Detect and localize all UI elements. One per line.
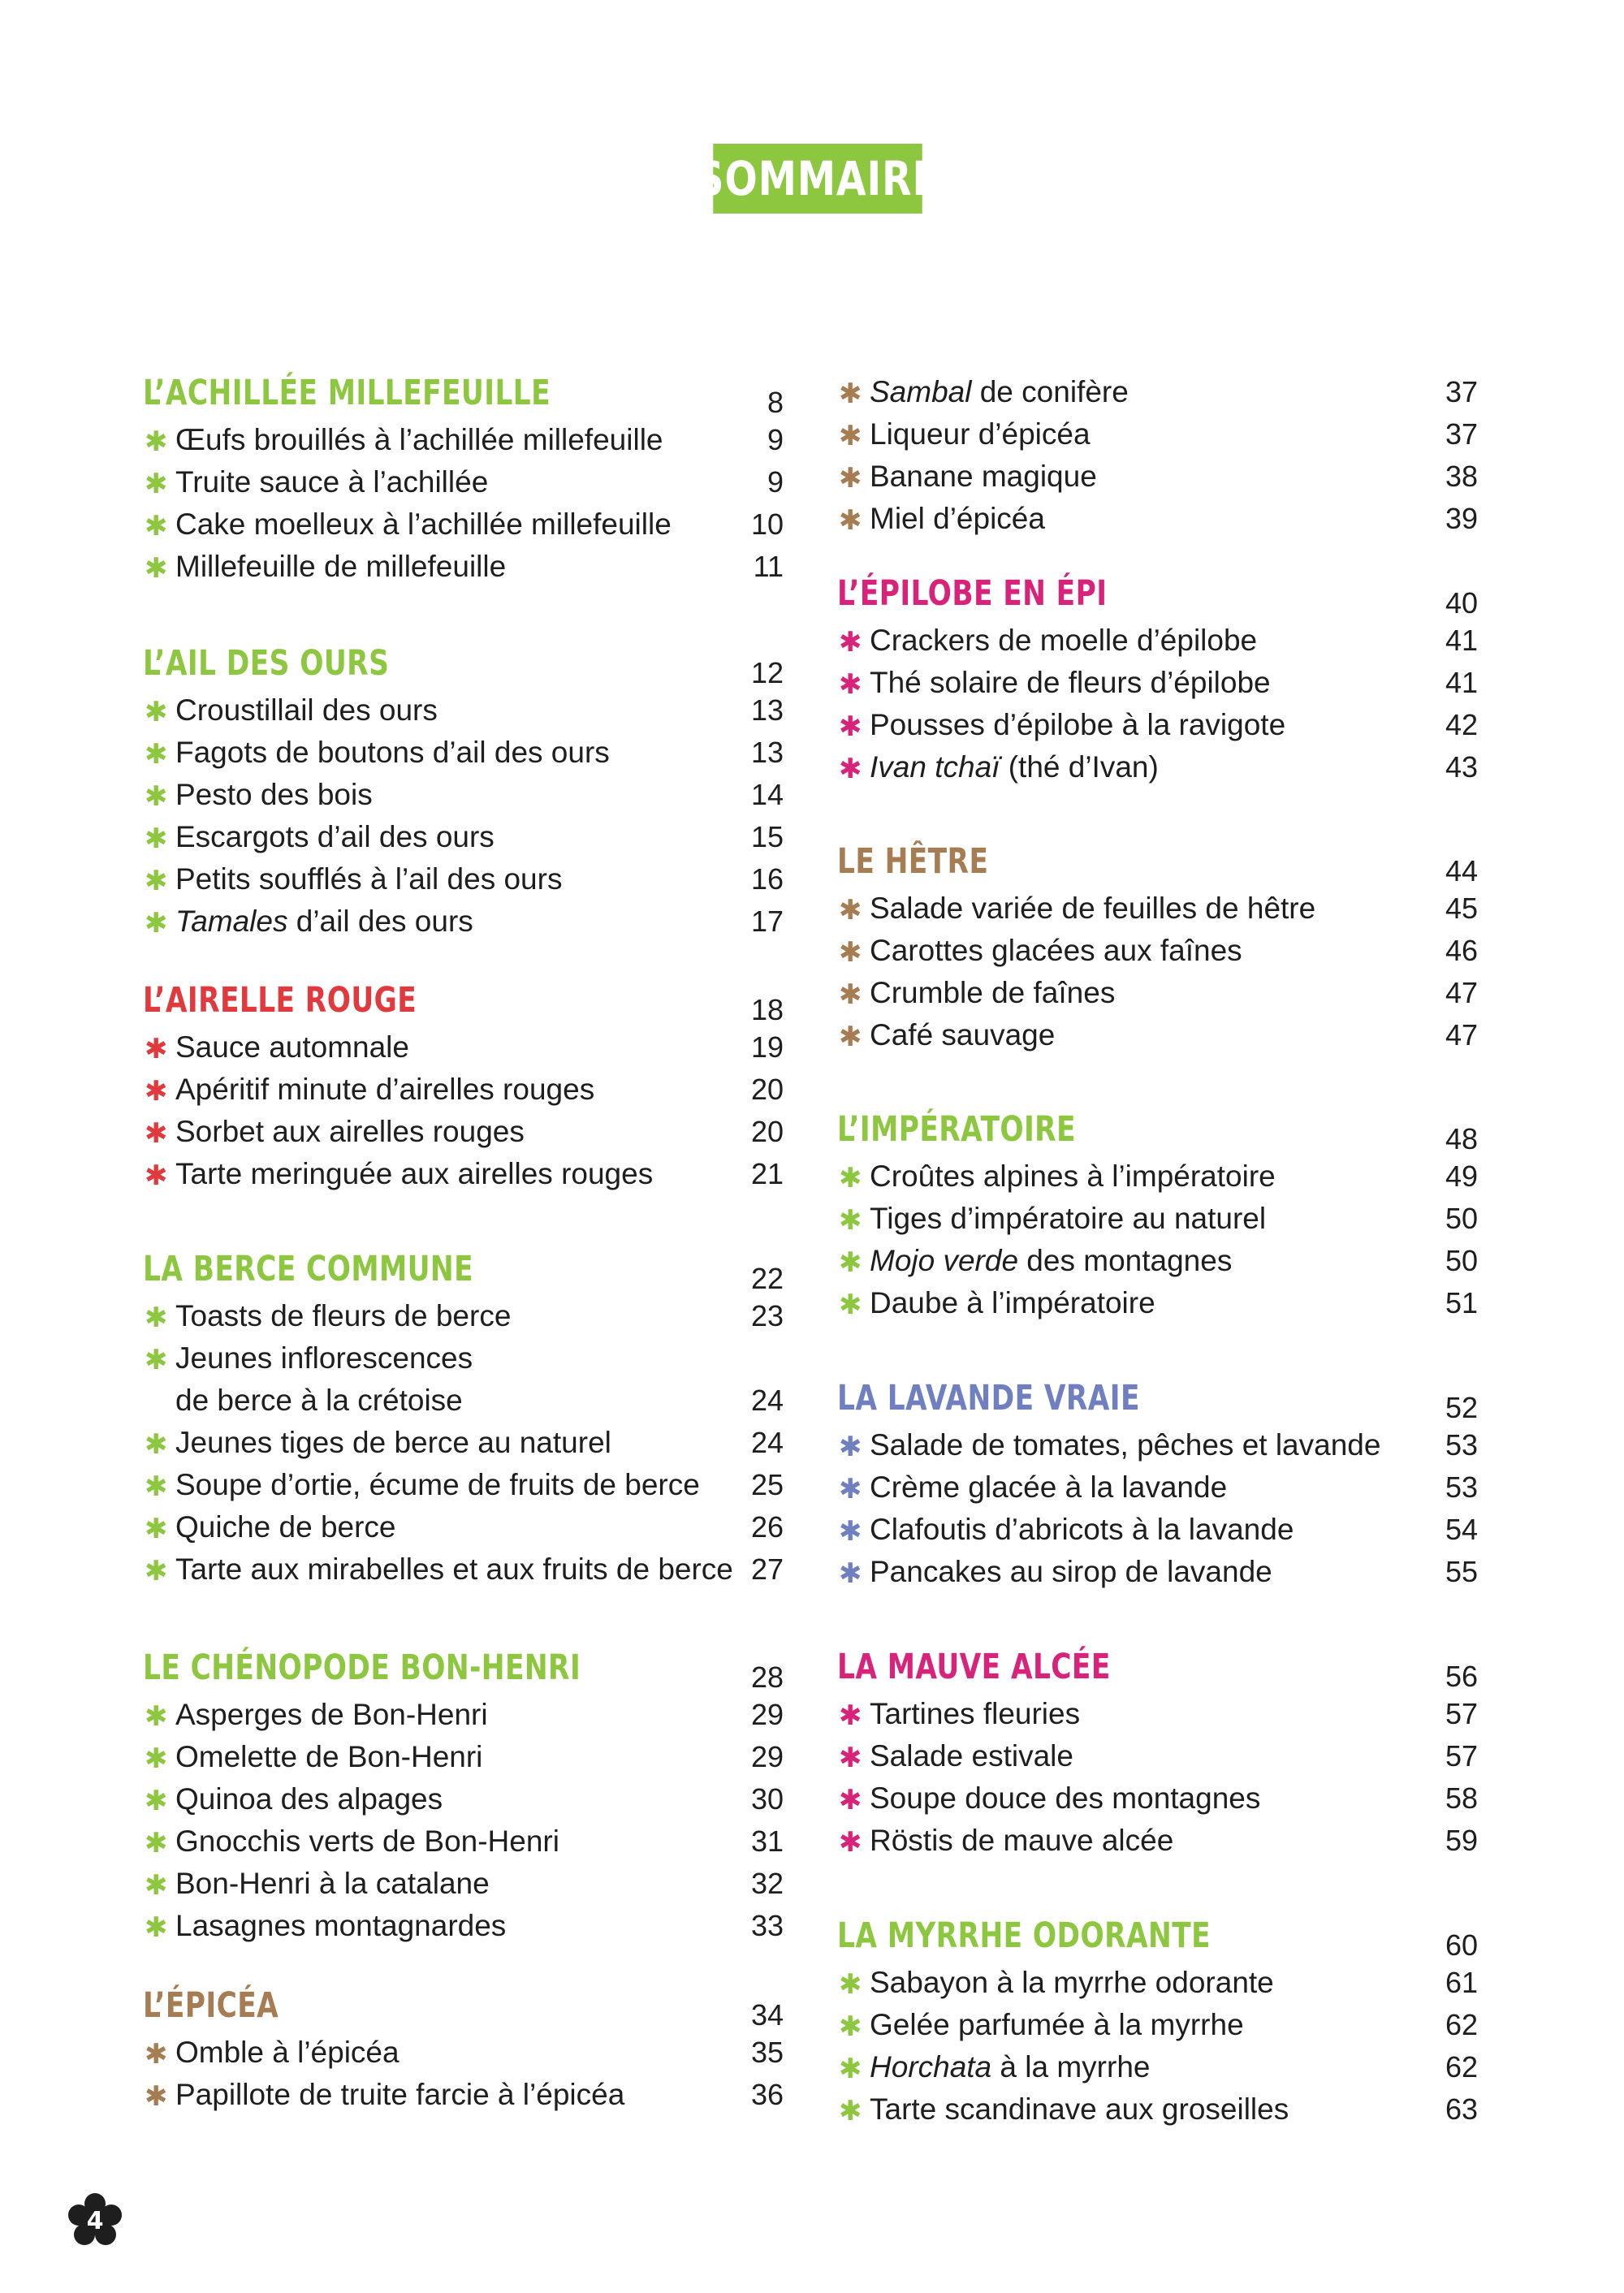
recipe-title-italic: Horchata bbox=[870, 2050, 992, 2084]
recipe-title: Röstis de mauve alcée bbox=[870, 1824, 1174, 1857]
recipe-title: Miel d’épicéa bbox=[870, 502, 1045, 535]
recipe-entry[interactable] bbox=[143, 1818, 784, 1860]
recipe-entry[interactable] bbox=[837, 369, 1478, 411]
toc-section bbox=[143, 977, 784, 1193]
toc-section bbox=[837, 570, 1478, 786]
recipe-page-number: 32 bbox=[750, 1867, 784, 1900]
recipe-page-number: 13 bbox=[750, 693, 784, 727]
recipe-title: Bon-Henri à la catalane bbox=[175, 1867, 490, 1900]
asterisk-bullet-icon: ✱ bbox=[145, 511, 168, 542]
recipe-title: Salade estivale bbox=[870, 1739, 1073, 1773]
asterisk-bullet-icon: ✱ bbox=[839, 669, 862, 700]
recipe-title: Tarte aux mirabelles et aux fruits de berce bbox=[175, 1552, 733, 1586]
section-title: L’AIL DES OURS bbox=[143, 643, 390, 684]
recipe-page-number: 50 bbox=[1445, 1202, 1478, 1235]
section-header[interactable] bbox=[837, 1106, 1478, 1153]
asterisk-bullet-icon: ✱ bbox=[839, 979, 862, 1010]
asterisk-bullet-icon: ✱ bbox=[839, 937, 862, 968]
recipe-title: Croustillail des ours bbox=[175, 693, 438, 727]
section-header[interactable] bbox=[837, 1643, 1478, 1691]
recipe-page-number: 37 bbox=[1445, 417, 1478, 451]
recipe-entry[interactable] bbox=[837, 617, 1478, 659]
recipe-title: Crème glacée à la lavande bbox=[870, 1470, 1228, 1504]
recipe-page-number: 24 bbox=[750, 1426, 784, 1459]
recipe-title: Cake moelleux à l’achillée millefeuille bbox=[175, 507, 672, 541]
asterisk-bullet-icon: ✱ bbox=[145, 1870, 168, 1901]
recipe-entry[interactable] bbox=[837, 411, 1478, 453]
section-header[interactable] bbox=[143, 1982, 784, 2032]
recipe-page-number: 11 bbox=[753, 550, 784, 583]
section-title: L’ÉPICÉA bbox=[143, 1985, 279, 2026]
recipe-entry[interactable] bbox=[143, 1546, 784, 1588]
asterisk-bullet-icon: ✱ bbox=[839, 1289, 862, 1320]
recipe-title-italic: Tamales bbox=[175, 905, 288, 938]
recipe-title: Fagots de boutons d’ail des ours bbox=[175, 736, 610, 769]
recipe-entry[interactable] bbox=[143, 898, 784, 940]
section-title: LA MAUVE ALCÉE bbox=[837, 1647, 1111, 1687]
asterisk-bullet-icon: ✱ bbox=[839, 895, 862, 926]
recipe-page-number: 57 bbox=[1445, 1697, 1478, 1730]
recipe-entry[interactable] bbox=[837, 1422, 1478, 1464]
recipe-page-number: 27 bbox=[750, 1552, 784, 1586]
recipe-title: Daube à l’impératoire bbox=[870, 1286, 1155, 1319]
recipe-title: Toasts de fleurs de berce bbox=[175, 1299, 512, 1332]
asterisk-bullet-icon: ✱ bbox=[145, 1160, 168, 1191]
recipe-page-number: 30 bbox=[750, 1782, 784, 1816]
recipe-entry[interactable] bbox=[143, 1691, 784, 1734]
recipe-entry[interactable] bbox=[837, 1959, 1478, 2002]
section-page-number: 44 bbox=[1445, 854, 1478, 887]
section-title: LA LAVANDE VRAIE bbox=[837, 1378, 1140, 1419]
recipe-title: Thé solaire de fleurs d’épilobe bbox=[870, 666, 1271, 699]
asterisk-bullet-icon: ✱ bbox=[145, 1556, 168, 1587]
recipe-title: Banane magique bbox=[870, 460, 1097, 493]
toc-section bbox=[143, 369, 784, 585]
recipe-page-number: 35 bbox=[750, 2036, 784, 2069]
recipe-title: Sabayon à la myrrhe odorante bbox=[870, 1966, 1274, 1999]
recipe-entry[interactable] bbox=[143, 1902, 784, 1945]
asterisk-bullet-icon: ✱ bbox=[145, 2039, 168, 2070]
recipe-entry[interactable] bbox=[837, 1817, 1478, 1859]
recipe-page-number: 16 bbox=[750, 862, 784, 896]
recipe-entry[interactable] bbox=[143, 1462, 784, 1504]
recipe-title: Salade variée de feuilles de hêtre bbox=[870, 892, 1316, 925]
recipe-title: Truite sauce à l’achillée bbox=[175, 465, 489, 499]
section-title: LE HÊTRE bbox=[837, 841, 989, 882]
toc-section bbox=[837, 1643, 1478, 1859]
recipe-entry[interactable] bbox=[143, 771, 784, 814]
recipe-page-number: 38 bbox=[1445, 460, 1478, 493]
recipe-entry[interactable] bbox=[143, 459, 784, 501]
recipe-title: Millefeuille de millefeuille bbox=[175, 550, 507, 583]
recipe-page-number: 47 bbox=[1445, 976, 1478, 1009]
recipe-page-number: 61 bbox=[1445, 1966, 1478, 1999]
recipe-page-number: 53 bbox=[1445, 1470, 1478, 1504]
section-title: LA MYRRHE ODORANTE bbox=[837, 1915, 1212, 1956]
asterisk-bullet-icon: ✱ bbox=[145, 1701, 168, 1732]
recipe-entry[interactable] bbox=[143, 2029, 784, 2071]
recipe-title: Crumble de faînes bbox=[870, 976, 1116, 1009]
toc-section bbox=[837, 838, 1478, 1054]
recipe-page-number: 55 bbox=[1445, 1555, 1478, 1588]
recipe-title: Papillote de truite farcie à l’épicéa bbox=[175, 2078, 625, 2111]
page-folio bbox=[67, 2192, 123, 2249]
asterisk-bullet-icon: ✱ bbox=[145, 866, 168, 896]
asterisk-bullet-icon: ✱ bbox=[839, 463, 862, 494]
asterisk-bullet-icon: ✱ bbox=[839, 1558, 862, 1589]
asterisk-bullet-icon: ✱ bbox=[145, 1429, 168, 1460]
recipe-title: Liqueur d’épicéa bbox=[870, 417, 1091, 451]
section-header[interactable] bbox=[143, 640, 784, 687]
asterisk-bullet-icon: ✱ bbox=[145, 781, 168, 812]
asterisk-bullet-icon: ✱ bbox=[145, 908, 168, 939]
asterisk-bullet-icon: ✱ bbox=[839, 2011, 862, 2042]
asterisk-bullet-icon: ✱ bbox=[145, 697, 168, 728]
asterisk-bullet-icon: ✱ bbox=[145, 739, 168, 770]
recipe-entry[interactable] bbox=[143, 856, 784, 898]
recipe-page-number: 42 bbox=[1445, 708, 1478, 741]
section-header[interactable] bbox=[837, 838, 1478, 885]
section-title: L’ÉPILOBE EN ÉPI bbox=[837, 573, 1108, 614]
recipe-page-number: 23 bbox=[750, 1299, 784, 1332]
asterisk-bullet-icon: ✱ bbox=[839, 421, 862, 451]
recipe-entry[interactable] bbox=[143, 1335, 784, 1377]
recipe-title: Croûtes alpines à l’impératoire bbox=[870, 1159, 1276, 1193]
recipe-entry[interactable] bbox=[837, 1153, 1478, 1195]
recipe-entry[interactable] bbox=[143, 1293, 784, 1335]
recipe-title: Gnocchis verts de Bon-Henri bbox=[175, 1824, 559, 1858]
asterisk-bullet-icon: ✱ bbox=[839, 2053, 862, 2084]
recipe-title: Pousses d’épilobe à la ravigote bbox=[870, 708, 1286, 741]
recipe-title: Jeunes inflorescences bbox=[175, 1341, 473, 1375]
section-title: LE CHÉNOPODE BON-HENRI bbox=[143, 1647, 581, 1688]
recipe-title: Salade de tomates, pêches et lavande bbox=[870, 1428, 1381, 1462]
recipe-entry[interactable] bbox=[837, 2086, 1478, 2128]
toc-section bbox=[837, 369, 1478, 538]
asterisk-bullet-icon: ✱ bbox=[839, 1969, 862, 2000]
asterisk-bullet-icon: ✱ bbox=[145, 426, 168, 457]
recipe-page-number: 9 bbox=[767, 465, 784, 499]
recipe-entry[interactable] bbox=[143, 1419, 784, 1462]
recipe-page-number: 46 bbox=[1445, 934, 1478, 967]
recipe-title: Horchata à la myrrhe bbox=[870, 2050, 1151, 2084]
recipe-title: Œufs brouillés à l’achillée millefeuille bbox=[175, 423, 663, 456]
asterisk-bullet-icon: ✱ bbox=[145, 1345, 168, 1375]
recipe-page-number: 41 bbox=[1445, 666, 1478, 699]
section-page-number: 60 bbox=[1445, 1928, 1478, 1962]
recipe-page-number: 19 bbox=[750, 1030, 784, 1064]
recipe-entry[interactable] bbox=[837, 1775, 1478, 1817]
recipe-entry[interactable] bbox=[837, 1237, 1478, 1280]
recipe-title: Lasagnes montagnardes bbox=[175, 1909, 507, 1942]
page-title: SOMMAIRE bbox=[713, 144, 922, 214]
recipe-entry[interactable] bbox=[837, 659, 1478, 702]
asterisk-bullet-icon: ✱ bbox=[145, 2081, 168, 2112]
recipe-title: Soupe d’ortie, écume de fruits de berce bbox=[175, 1468, 700, 1501]
recipe-entry[interactable] bbox=[837, 495, 1478, 538]
recipe-page-number: 21 bbox=[750, 1157, 784, 1190]
recipe-title: Ivan tchaï (thé d’Ivan) bbox=[870, 750, 1159, 784]
asterisk-bullet-icon: ✱ bbox=[839, 1742, 862, 1773]
asterisk-bullet-icon: ✱ bbox=[839, 754, 862, 784]
recipe-page-number: 20 bbox=[750, 1115, 784, 1148]
asterisk-bullet-icon: ✱ bbox=[839, 378, 862, 409]
recipe-title: Tiges d’impératoire au naturel bbox=[870, 1202, 1267, 1235]
asterisk-bullet-icon: ✱ bbox=[839, 1827, 862, 1858]
recipe-page-number: 59 bbox=[1445, 1824, 1478, 1857]
recipe-page-number: 54 bbox=[1445, 1513, 1478, 1546]
recipe-title: Gelée parfumée à la myrrhe bbox=[870, 2008, 1244, 2041]
recipe-entry[interactable] bbox=[143, 814, 784, 856]
recipe-title: Omelette de Bon-Henri bbox=[175, 1740, 483, 1773]
toc-section bbox=[143, 1246, 784, 1588]
section-title: L’IMPÉRATOIRE bbox=[837, 1109, 1076, 1150]
toc-section bbox=[837, 1912, 1478, 2128]
recipe-page-number: 45 bbox=[1445, 892, 1478, 925]
section-header[interactable] bbox=[143, 369, 784, 417]
recipe-entry[interactable] bbox=[143, 417, 784, 459]
asterisk-bullet-icon: ✱ bbox=[839, 1785, 862, 1816]
asterisk-bullet-icon: ✱ bbox=[839, 1163, 862, 1194]
section-page-number: 22 bbox=[750, 1262, 784, 1295]
recipe-title-italic: Ivan tchaï bbox=[870, 750, 1000, 784]
recipe-page-number: 9 bbox=[767, 423, 784, 456]
recipe-entry[interactable] bbox=[143, 729, 784, 771]
recipe-title: Sorbet aux airelles rouges bbox=[175, 1115, 525, 1148]
recipe-page-number: 50 bbox=[1445, 1244, 1478, 1277]
section-page-number: 48 bbox=[1445, 1122, 1478, 1155]
asterisk-bullet-icon: ✱ bbox=[839, 1205, 862, 1236]
recipe-entry[interactable] bbox=[837, 969, 1478, 1012]
recipe-title: Jeunes tiges de berce au naturel bbox=[175, 1426, 611, 1459]
recipe-entry[interactable] bbox=[837, 1195, 1478, 1237]
recipe-entry[interactable] bbox=[143, 1776, 784, 1818]
asterisk-bullet-icon: ✱ bbox=[145, 1743, 168, 1774]
recipe-title: Mojo verde des montagnes bbox=[870, 1244, 1233, 1277]
recipe-page-number: 13 bbox=[750, 736, 784, 769]
recipe-title: Quiche de berce bbox=[175, 1510, 396, 1544]
recipe-page-number: 31 bbox=[750, 1824, 784, 1858]
recipe-page-number: 62 bbox=[1445, 2008, 1478, 2041]
recipe-entry[interactable] bbox=[837, 744, 1478, 786]
recipe-entry[interactable] bbox=[143, 501, 784, 543]
recipe-entry[interactable] bbox=[837, 1464, 1478, 1506]
asterisk-bullet-icon: ✱ bbox=[839, 1247, 862, 1278]
recipe-title-italic: Mojo verde bbox=[870, 1244, 1019, 1277]
recipe-title: Tartines fleuries bbox=[870, 1697, 1081, 1730]
recipe-title: Asperges de Bon-Henri bbox=[175, 1698, 488, 1731]
asterisk-bullet-icon: ✱ bbox=[145, 553, 168, 584]
recipe-title: Crackers de moelle d’épilobe bbox=[870, 624, 1258, 657]
recipe-page-number: 24 bbox=[750, 1384, 784, 1417]
recipe-entry[interactable] bbox=[143, 1734, 784, 1776]
recipe-entry[interactable] bbox=[837, 1548, 1478, 1591]
section-header[interactable] bbox=[143, 1644, 784, 1694]
recipe-entry[interactable] bbox=[143, 1504, 784, 1546]
asterisk-bullet-icon: ✱ bbox=[145, 823, 168, 854]
asterisk-bullet-icon: ✱ bbox=[839, 2096, 862, 2127]
recipe-page-number: 62 bbox=[1445, 2050, 1478, 2084]
section-page-number: 28 bbox=[750, 1660, 784, 1694]
recipe-entry[interactable] bbox=[837, 2044, 1478, 2086]
section-page-number: 56 bbox=[1445, 1660, 1478, 1693]
recipe-page-number: 15 bbox=[750, 820, 784, 853]
recipe-entry[interactable] bbox=[143, 1860, 784, 1902]
recipe-entry[interactable] bbox=[143, 2071, 784, 2114]
asterisk-bullet-icon: ✱ bbox=[145, 1514, 168, 1544]
recipe-entry[interactable] bbox=[837, 885, 1478, 927]
toc-section bbox=[143, 1644, 784, 1945]
recipe-entry[interactable] bbox=[837, 927, 1478, 969]
recipe-entry[interactable] bbox=[837, 702, 1478, 744]
asterisk-bullet-icon: ✱ bbox=[839, 627, 862, 658]
asterisk-bullet-icon: ✱ bbox=[145, 1471, 168, 1502]
recipe-page-number: 41 bbox=[1445, 624, 1478, 657]
asterisk-bullet-icon: ✱ bbox=[145, 1118, 168, 1149]
section-page-number: 8 bbox=[767, 386, 784, 419]
recipe-page-number: 39 bbox=[1445, 502, 1478, 535]
recipe-page-number: 63 bbox=[1445, 2092, 1478, 2126]
recipe-entry[interactable] bbox=[837, 2002, 1478, 2044]
recipe-entry[interactable] bbox=[143, 1066, 784, 1108]
recipe-page-number: 47 bbox=[1445, 1018, 1478, 1051]
recipe-entry[interactable] bbox=[143, 1151, 784, 1193]
toc-section bbox=[837, 1106, 1478, 1322]
toc-section bbox=[837, 1375, 1478, 1591]
recipe-page-number: 25 bbox=[750, 1468, 784, 1501]
recipe-title: Escargots d’ail des ours bbox=[175, 820, 495, 853]
recipe-entry[interactable] bbox=[143, 1377, 784, 1419]
asterisk-bullet-icon: ✱ bbox=[145, 1034, 168, 1064]
asterisk-bullet-icon: ✱ bbox=[145, 1076, 168, 1107]
asterisk-bullet-icon: ✱ bbox=[839, 1432, 862, 1462]
recipe-page-number: 53 bbox=[1445, 1428, 1478, 1462]
recipe-title: Tarte meringuée aux airelles rouges bbox=[175, 1157, 654, 1190]
recipe-title: Clafoutis d’abricots à la lavande bbox=[870, 1513, 1294, 1546]
asterisk-bullet-icon: ✱ bbox=[839, 1021, 862, 1052]
section-header[interactable] bbox=[837, 570, 1478, 620]
section-title: L’ACHILLÉE MILLEFEUILLE bbox=[143, 373, 551, 413]
toc-section bbox=[143, 640, 784, 940]
section-page-number: 34 bbox=[750, 1998, 784, 2032]
recipe-page-number: 36 bbox=[750, 2078, 784, 2111]
recipe-title: Sauce automnale bbox=[175, 1030, 409, 1064]
toc-section bbox=[143, 1982, 784, 2114]
recipe-page-number: 29 bbox=[750, 1740, 784, 1773]
section-page-number: 40 bbox=[1445, 586, 1478, 620]
recipe-page-number: 20 bbox=[750, 1073, 784, 1106]
asterisk-bullet-icon: ✱ bbox=[145, 469, 168, 499]
asterisk-bullet-icon: ✱ bbox=[145, 1828, 168, 1859]
section-header[interactable] bbox=[837, 1912, 1478, 1962]
recipe-page-number: 26 bbox=[750, 1510, 784, 1544]
recipe-title: Tarte scandinave aux groseilles bbox=[870, 2092, 1289, 2126]
asterisk-bullet-icon: ✱ bbox=[145, 1912, 168, 1943]
section-title: L’AIRELLE ROUGE bbox=[143, 980, 417, 1021]
recipe-entry[interactable] bbox=[837, 1280, 1478, 1322]
recipe-entry[interactable] bbox=[837, 1733, 1478, 1775]
section-title: LA BERCE COMMUNE bbox=[143, 1249, 474, 1289]
asterisk-bullet-icon: ✱ bbox=[839, 1474, 862, 1505]
recipe-entry[interactable] bbox=[837, 1691, 1478, 1733]
recipe-page-number: 37 bbox=[1445, 375, 1478, 408]
recipe-title: Apéritif minute d’airelles rouges bbox=[175, 1073, 595, 1106]
recipe-title-italic: Sambal bbox=[870, 375, 972, 408]
section-header[interactable] bbox=[143, 1246, 784, 1293]
recipe-page-number: 10 bbox=[750, 507, 784, 541]
section-header[interactable] bbox=[837, 1375, 1478, 1422]
section-header[interactable] bbox=[143, 977, 784, 1024]
section-page-number: 12 bbox=[750, 656, 784, 689]
recipe-entry[interactable] bbox=[837, 1012, 1478, 1054]
recipe-title: Café sauvage bbox=[870, 1018, 1056, 1051]
recipe-page-number: 33 bbox=[750, 1909, 784, 1942]
asterisk-bullet-icon: ✱ bbox=[145, 1786, 168, 1816]
recipe-title: Pesto des bois bbox=[175, 778, 373, 811]
recipe-title: Tamales d’ail des ours bbox=[175, 905, 473, 938]
recipe-title: Sambal de conifère bbox=[870, 375, 1129, 408]
section-page-number: 52 bbox=[1445, 1391, 1478, 1424]
asterisk-bullet-icon: ✱ bbox=[145, 1302, 168, 1333]
recipe-title: Carottes glacées aux faînes bbox=[870, 934, 1242, 967]
recipe-entry[interactable] bbox=[837, 453, 1478, 495]
recipe-title: Omble à l’épicéa bbox=[175, 2036, 400, 2069]
recipe-title: Pancakes au sirop de lavande bbox=[870, 1555, 1272, 1588]
recipe-entry[interactable] bbox=[143, 1024, 784, 1066]
recipe-title: Soupe douce des montagnes bbox=[870, 1781, 1261, 1815]
recipe-page-number: 58 bbox=[1445, 1781, 1478, 1815]
recipe-page-number: 43 bbox=[1445, 750, 1478, 784]
recipe-page-number: 29 bbox=[750, 1698, 784, 1731]
asterisk-bullet-icon: ✱ bbox=[839, 711, 862, 742]
recipe-page-number: 14 bbox=[750, 778, 784, 811]
asterisk-bullet-icon: ✱ bbox=[839, 1700, 862, 1731]
recipe-entry[interactable] bbox=[837, 1506, 1478, 1548]
recipe-entry[interactable] bbox=[143, 543, 784, 585]
recipe-title: de berce à la crétoise bbox=[175, 1384, 463, 1417]
asterisk-bullet-icon: ✱ bbox=[839, 1516, 862, 1547]
recipe-entry[interactable] bbox=[143, 687, 784, 729]
page-number: 4 bbox=[86, 2206, 104, 2235]
recipe-title: Quinoa des alpages bbox=[175, 1782, 443, 1816]
section-page-number: 18 bbox=[750, 993, 784, 1026]
recipe-page-number: 51 bbox=[1445, 1286, 1478, 1319]
recipe-entry[interactable] bbox=[143, 1108, 784, 1151]
recipe-page-number: 49 bbox=[1445, 1159, 1478, 1193]
recipe-page-number: 17 bbox=[750, 905, 784, 938]
recipe-title: Petits soufflés à l’ail des ours bbox=[175, 862, 563, 896]
asterisk-bullet-icon: ✱ bbox=[839, 505, 862, 536]
recipe-page-number: 57 bbox=[1445, 1739, 1478, 1773]
